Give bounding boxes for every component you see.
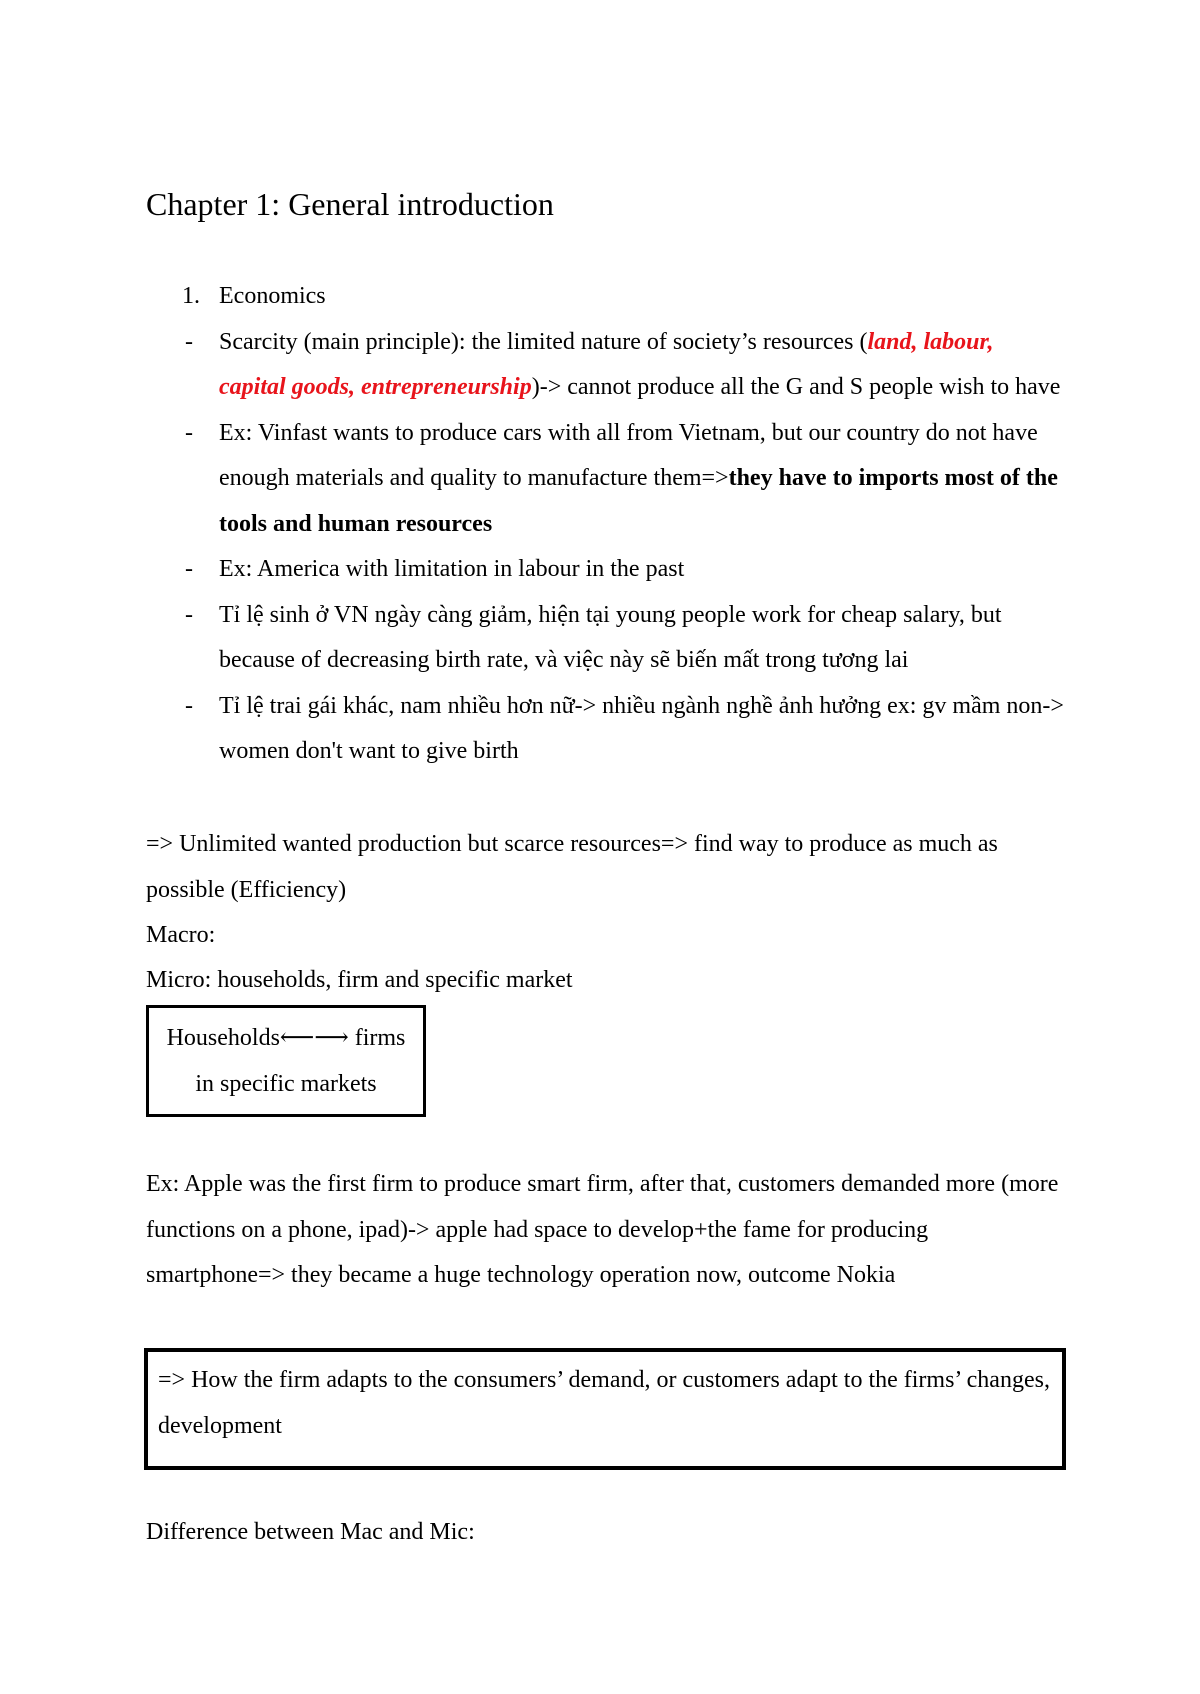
adaptation-text: => How the firm adapts to the consumers’ demand, or customers adapt to the firms’ changes, development [158, 1367, 1050, 1439]
scarcity-tail: )-> cannot produce all the G and S people wish to have [531, 374, 1061, 400]
chapter-title: Chapter 1: General introduction [146, 186, 554, 222]
economics-section [146, 274, 1066, 775]
box-line-1: Households⟵⟶ firms [166, 1025, 406, 1051]
scarcity-lead: Scarcity (main principle): the limited nature of society’s resources ( [219, 328, 868, 355]
micro-line: Micro: households, firm and specific market [146, 967, 573, 993]
bullet-vinfast [146, 411, 1066, 548]
apple-example-paragraph: Ex: Apple was the first firm to produce smart firm, after that, customers demanded more (more functions on a phone, ipad)-> apple had space to develop+the fame for producing smartphone=> they became a huge technology operation now, outcome Nokia [146, 1171, 1059, 1288]
resources-emphasis: land, labour, capital goods, entrepreneurship [219, 328, 994, 400]
numbered-heading [146, 274, 1066, 320]
gender-ratio-text: Tỉ lệ trai gái khác, nam nhiều hơn nữ-> nhiều ngành nghề ảnh hưởng ex: gv mầm non-> women don't want to give birth [219, 692, 1064, 764]
bullet-america [146, 547, 1066, 593]
section-heading: Economics [219, 283, 326, 309]
vinfast-lead: Ex: Vinfast wants to produce cars with all from Vietnam, but our country do not have enough materials and quality to manufacture them=> [219, 419, 1038, 491]
bullet-marker: - [185, 556, 193, 582]
difference-heading: Difference between Mac and Mic: [146, 1519, 475, 1545]
list-number: 1. [182, 283, 200, 309]
conclusion-paragraph: => Unlimited wanted production but scarce resources=> find way to produce as much as possible (Efficiency) [146, 831, 998, 903]
adaptation-box [144, 1348, 1066, 1470]
bullet-marker: - [185, 419, 193, 446]
birth-rate-text: Tỉ lệ sinh ở VN ngày càng giảm, hiện tại young people work for cheap salary, but because of decreasing birth rate, và việc này sẽ biến mất trong tương lai [219, 601, 1002, 673]
bullet-scarcity [146, 320, 1066, 411]
bullet-gender-ratio [146, 684, 1066, 775]
bullet-marker: - [185, 601, 193, 628]
america-text: Ex: America with limitation in labour in the past [219, 556, 685, 582]
macro-line: Macro: [146, 922, 216, 948]
bullet-marker: - [185, 328, 193, 355]
bullet-birth-rate [146, 593, 1066, 684]
vinfast-bold: they have to imports most of the tools and human resources [219, 465, 1058, 537]
box-line-2: in specific markets [195, 1070, 377, 1097]
households-firms-box [146, 1005, 426, 1117]
bullet-marker: - [185, 692, 193, 719]
